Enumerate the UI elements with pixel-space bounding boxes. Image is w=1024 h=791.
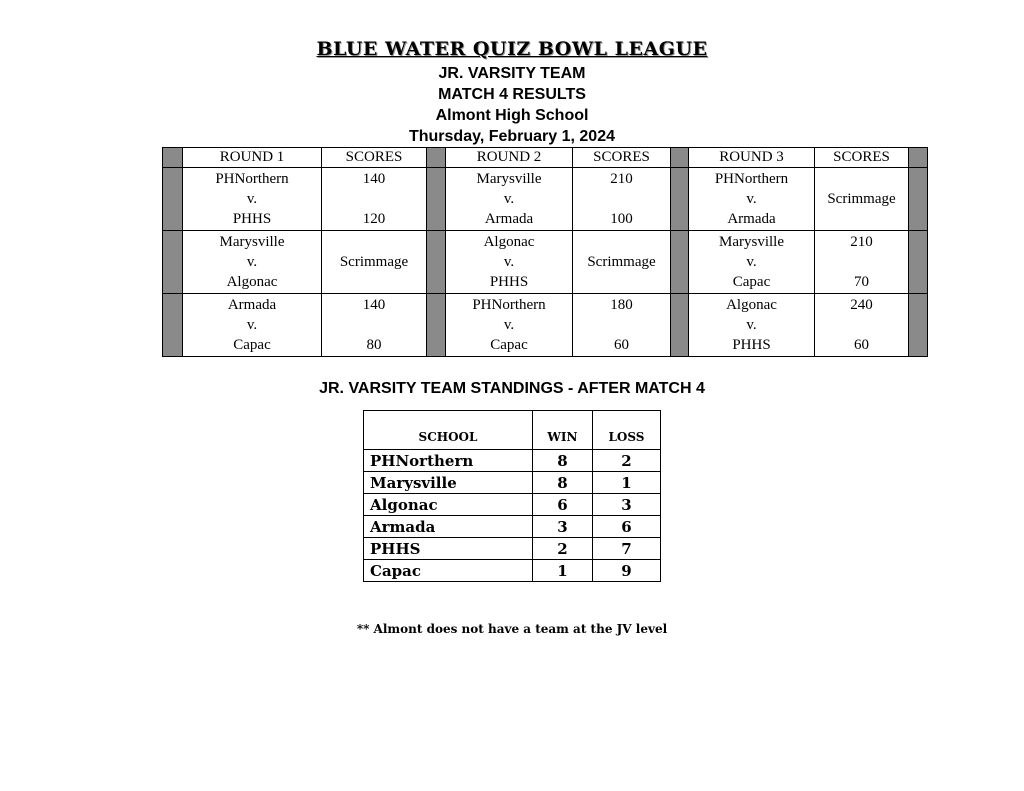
score-cell (815, 168, 909, 231)
team-score: 140 (362, 297, 386, 313)
team-name: Marysville (476, 171, 542, 187)
standings-row (364, 560, 661, 582)
scores-header: SCORES (815, 148, 909, 168)
team-name: PHHS (489, 274, 529, 290)
team-name: PHHS (232, 211, 272, 227)
versus-label: v. (746, 254, 757, 270)
loss-header: LOSS (592, 411, 660, 450)
school-header: SCHOOL (364, 411, 533, 450)
score-cell (815, 294, 909, 357)
team-name: Armada (727, 211, 776, 227)
team-score: 180 (610, 297, 633, 313)
standings-row (364, 472, 661, 494)
team-name: Algonac (483, 234, 535, 250)
standings-table (363, 410, 661, 582)
team-score: 70 (854, 274, 869, 290)
separator-bar (427, 168, 446, 231)
team-name: PHNorthern (714, 171, 789, 187)
school-cell: Armada (364, 516, 533, 538)
matchup-cell (183, 294, 322, 357)
results-header-row (163, 148, 928, 168)
match-results-table (162, 147, 928, 357)
versus-label: v. (246, 191, 258, 207)
win-cell: 3 (533, 516, 593, 538)
school-cell: Marysville (364, 472, 533, 494)
versus-label: v. (746, 317, 757, 333)
loss-cell: 2 (592, 450, 660, 472)
team-name: Capac (732, 274, 771, 290)
matchup-cell (446, 294, 573, 357)
separator-bar (909, 168, 928, 231)
round-2-header: ROUND 2 (446, 148, 573, 168)
versus-label: v. (503, 254, 515, 270)
versus-label: v. (503, 317, 515, 333)
score-cell (573, 294, 671, 357)
matchup-cell (689, 168, 815, 231)
separator-bar (909, 148, 928, 168)
versus-label: v. (246, 254, 258, 270)
standings-header-row (364, 411, 661, 450)
score-cell (322, 294, 427, 357)
separator-bar (163, 168, 183, 231)
team-name: PHHS (732, 337, 771, 353)
separator-bar (163, 148, 183, 168)
team-name: Algonac (726, 297, 777, 313)
matchup-cell (689, 231, 815, 294)
matchup-cell (446, 231, 573, 294)
standings-row (364, 538, 661, 560)
team-score: 60 (854, 337, 869, 353)
win-cell: 8 (533, 472, 593, 494)
separator-bar (163, 231, 183, 294)
team-score: 210 (850, 234, 873, 250)
separator-bar (671, 148, 689, 168)
school-cell: PHNorthern (364, 450, 533, 472)
scores-header: SCORES (573, 148, 671, 168)
team-score: 100 (610, 211, 633, 227)
versus-label: v. (246, 317, 258, 333)
loss-cell: 9 (592, 560, 660, 582)
separator-bar (427, 294, 446, 357)
win-cell: 8 (533, 450, 593, 472)
matchup-cell (183, 168, 322, 231)
page-title: BLUE WATER QUIZ BOWL LEAGUE (316, 38, 708, 60)
score-cell (322, 231, 427, 294)
separator-bar (909, 231, 928, 294)
scrimmage-label: Scrimmage (827, 190, 896, 207)
standings-row (364, 450, 661, 472)
team-score: 60 (614, 337, 629, 353)
win-header: WIN (533, 411, 593, 450)
scrimmage-label: Scrimmage (587, 253, 656, 270)
match-subtitle: MATCH 4 RESULTS (438, 86, 586, 103)
scores-header: SCORES (322, 148, 427, 168)
loss-cell: 1 (592, 472, 660, 494)
school-cell: PHHS (364, 538, 533, 560)
footnote: ** Almont does not have a team at the JV level (356, 622, 668, 636)
separator-bar (163, 294, 183, 357)
standings-row (364, 516, 661, 538)
loss-cell: 6 (592, 516, 660, 538)
team-name: Capac (490, 337, 528, 353)
school-cell: Algonac (364, 494, 533, 516)
separator-bar (671, 294, 689, 357)
team-name: PHNorthern (472, 297, 546, 313)
team-name: Marysville (719, 234, 784, 250)
win-cell: 6 (533, 494, 593, 516)
results-row (163, 294, 928, 357)
separator-bar (427, 148, 446, 168)
separator-bar (427, 231, 446, 294)
separator-bar (671, 168, 689, 231)
date-subtitle: Thursday, February 1, 2024 (408, 128, 615, 145)
team-score: 240 (850, 297, 873, 313)
team-name: Marysville (219, 234, 285, 250)
standings-row (364, 494, 661, 516)
win-cell: 2 (533, 538, 593, 560)
matchup-cell (183, 231, 322, 294)
separator-bar (909, 294, 928, 357)
score-cell (815, 231, 909, 294)
team-name: Algonac (226, 274, 278, 290)
versus-label: v. (746, 191, 757, 207)
school-cell: Capac (364, 560, 533, 582)
versus-label: v. (503, 191, 515, 207)
matchup-cell (689, 294, 815, 357)
team-name: Armada (227, 297, 277, 313)
location-subtitle: Almont High School (435, 107, 589, 124)
results-row (163, 168, 928, 231)
loss-cell: 3 (592, 494, 660, 516)
team-subtitle: JR. VARSITY TEAM (438, 65, 586, 82)
team-score: 140 (362, 171, 386, 187)
results-row (163, 231, 928, 294)
team-name: Capac (233, 337, 271, 353)
win-cell: 1 (533, 560, 593, 582)
round-1-header: ROUND 1 (183, 148, 322, 168)
score-cell (573, 231, 671, 294)
scrimmage-label: Scrimmage (339, 253, 409, 270)
separator-bar (671, 231, 689, 294)
team-score: 120 (362, 211, 386, 227)
round-3-header: ROUND 3 (689, 148, 815, 168)
standings-title: JR. VARSITY TEAM STANDINGS - AFTER MATCH 4 (319, 380, 705, 397)
team-score: 210 (610, 171, 633, 187)
team-name: PHNorthern (215, 171, 289, 187)
matchup-cell (446, 168, 573, 231)
score-cell (322, 168, 427, 231)
score-cell (573, 168, 671, 231)
team-score: 80 (366, 337, 382, 353)
team-name: Armada (484, 211, 534, 227)
loss-cell: 7 (592, 538, 660, 560)
